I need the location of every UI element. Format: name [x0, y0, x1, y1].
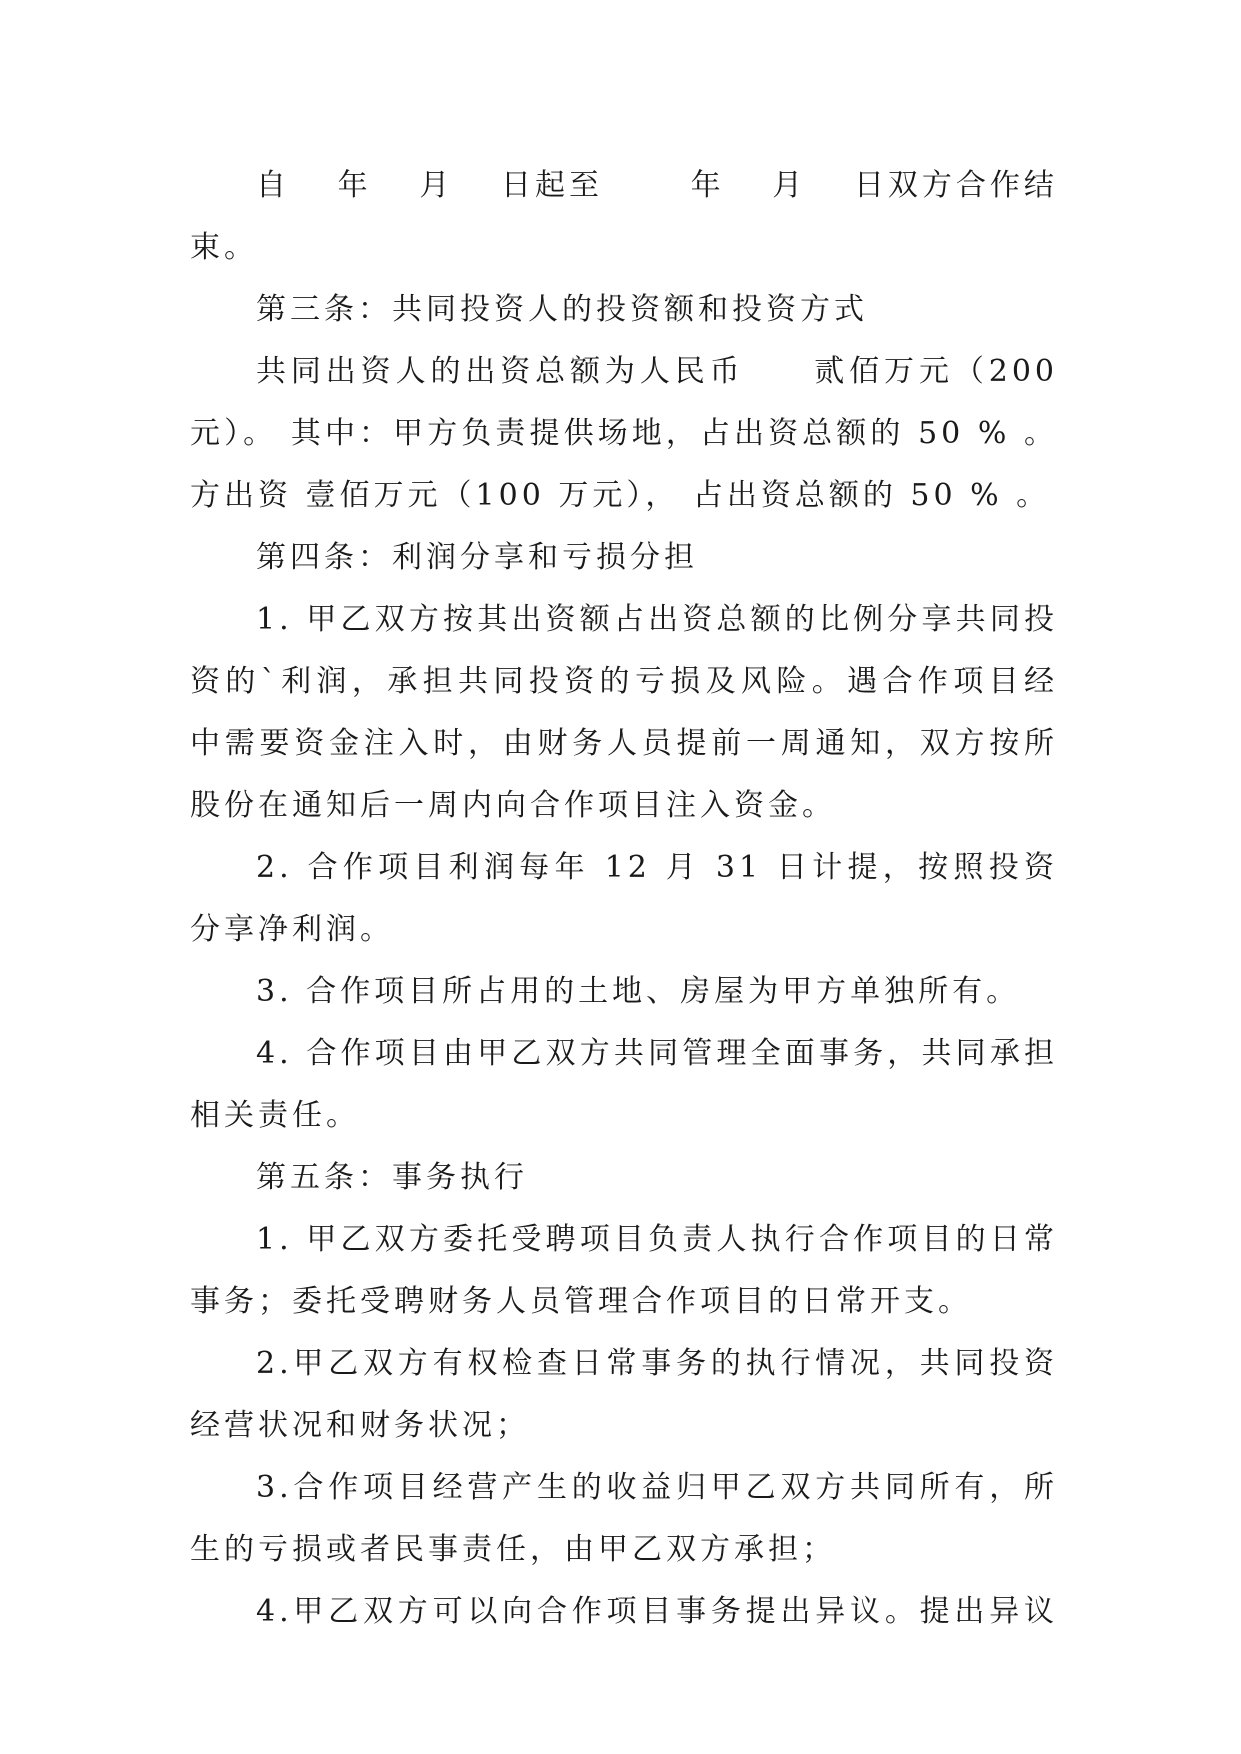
paragraph-line: 生的亏损或者民事责任，由甲乙双方承担； — [190, 1532, 836, 1567]
term-part: 日起至 — [500, 168, 603, 203]
paragraph-line: 资的`利润，承担共同投资的亏损及风险。遇合作项目经 — [190, 664, 1058, 699]
term-part: 年 — [337, 168, 372, 203]
term-part: 日双方合作结 — [853, 168, 1058, 203]
paragraph-line: 4. 合作项目由甲乙双方共同管理全面事务，共同承担 — [256, 1036, 1058, 1071]
paragraph-line: 3. 合作项目所占用的土地、房屋为甲方单独所有。 — [256, 974, 1021, 1009]
term-part: 月 — [772, 168, 807, 203]
paragraph-line: 共同出资人的出资总额为人民币 贰佰万元（200 — [256, 354, 1058, 389]
paragraph-line: 2. 合作项目利润每年 12 月 31 日计提，按照投资 — [256, 850, 1058, 885]
term-part: 自 — [256, 168, 290, 203]
section-heading: 第三条：共同投资人的投资额和投资方式 — [256, 292, 868, 327]
paragraph-line: 2.甲乙双方有权检查日常事务的执行情况，共同投资 — [256, 1346, 1058, 1381]
paragraph-line: 中需要资金注入时，由财务人员提前一周通知，双方按所 — [190, 726, 1058, 761]
paragraph-line: 经营状况和财务状况； — [190, 1408, 530, 1443]
paragraph-line: 分享净利润。 — [190, 912, 394, 947]
paragraph-line: 元）。 其中：甲方负责提供场地，占出资总额的 50 % 。 — [190, 416, 1058, 451]
paragraph-line: 方出资 壹佰万元（100 万元）， 占出资总额的 50 % 。 — [190, 478, 1051, 513]
paragraph-line: 事务；委托受聘财务人员管理合作项目的日常开支。 — [190, 1284, 972, 1319]
paragraph-line: 1. 甲乙双方按其出资额占出资总额的比例分享共同投 — [256, 602, 1058, 637]
paragraph-line: 3.合作项目经营产生的收益归甲乙双方共同所有，所 — [256, 1470, 1058, 1505]
paragraph-line: 相关责任。 — [190, 1098, 360, 1133]
paragraph-line: 股份在通知后一周内向合作项目注入资金。 — [190, 788, 836, 823]
contract-term-line — [190, 155, 1058, 217]
section-heading: 第四条：利润分享和亏损分担 — [256, 540, 698, 575]
section-heading: 第五条：事务执行 — [256, 1160, 528, 1195]
paragraph-line: 1. 甲乙双方委托受聘项目负责人执行合作项目的日常 — [256, 1222, 1058, 1257]
document-page — [190, 155, 1058, 1643]
term-part: 年 — [690, 168, 725, 203]
paragraph-line: 束。 — [190, 230, 258, 265]
paragraph-line: 4.甲乙双方可以向合作项目事务提出异议。提出异议 — [256, 1594, 1058, 1629]
term-part: 月 — [419, 168, 454, 203]
